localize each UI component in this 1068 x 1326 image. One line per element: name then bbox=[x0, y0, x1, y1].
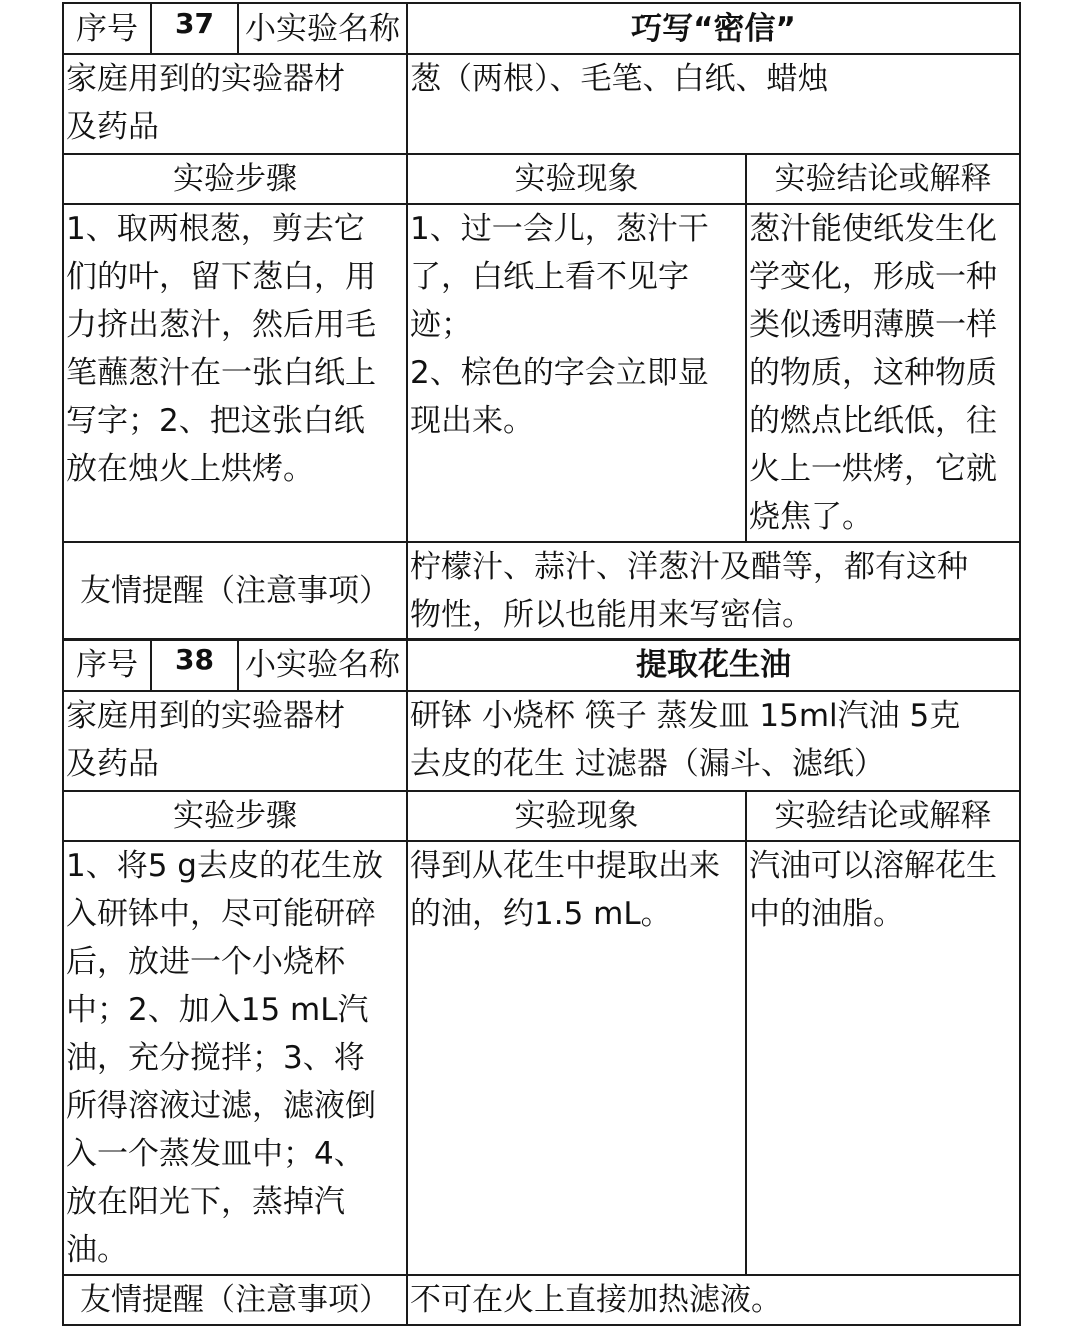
steps-header: 实验步骤 bbox=[63, 154, 407, 204]
steps-header: 实验步骤 bbox=[63, 791, 407, 841]
name-label: 小实验名称 bbox=[238, 639, 407, 691]
reminder-label: 友情提醒（注意事项） bbox=[63, 542, 407, 640]
page-margin bbox=[0, 0, 62, 1325]
phenomena-text: 得到从花生中提取出来 的油，约1.5 mL。 bbox=[407, 841, 746, 1275]
materials-label: 家庭用到的实验器材 及药品 bbox=[63, 691, 407, 791]
phenomena-text: 1、过一会儿，葱汁干 了，白纸上看不见字 迹； 2、棕色的字会立即显 现出来。 bbox=[407, 204, 746, 542]
reminder-text: 不可在火上直接加热滤液。 bbox=[407, 1275, 1020, 1325]
reminder-text: 柠檬汁、蒜汁、洋葱汁及醋等，都有这种 物性，所以也能用来写密信。 bbox=[407, 542, 1020, 640]
conclusion-header: 实验结论或解释 bbox=[746, 791, 1020, 841]
steps-text: 1、将5 g去皮的花生放 入研钵中，尽可能研碎 后，放进一个小烧杯 中；2、加入15 mL汽 油，充分搅拌；3、将 所得溶液过滤，滤液倒 入一个蒸发皿中；4、 放在阳光下，蒸掉汽 油。 bbox=[63, 841, 407, 1275]
experiment-name: 提取花生油 bbox=[407, 639, 1020, 691]
seq-number: 37 bbox=[151, 3, 238, 54]
conclusion-text: 汽油可以溶解花生 中的油脂。 bbox=[746, 841, 1020, 1275]
conclusion-text: 葱汁能使纸发生化 学变化，形成一种 类似透明薄膜一样 的物质，这种物质 的燃点比纸低，往 火上一烘烤，它就 烧焦了。 bbox=[746, 204, 1020, 542]
materials-label: 家庭用到的实验器材 及药品 bbox=[63, 54, 407, 154]
name-label: 小实验名称 bbox=[238, 3, 407, 54]
experiment-table-37 bbox=[62, 2, 1021, 641]
conclusion-header: 实验结论或解释 bbox=[746, 154, 1020, 204]
reminder-label: 友情提醒（注意事项） bbox=[63, 1275, 407, 1325]
steps-text: 1、取两根葱，剪去它 们的叶，留下葱白，用 力挤出葱汁，然后用毛 笔蘸葱汁在一张白纸上 写字；2、把这张白纸 放在烛火上烘烤。 bbox=[63, 204, 407, 542]
materials-value: 葱（两根）、毛笔、白纸、蜡烛 bbox=[407, 54, 1020, 154]
seq-number: 38 bbox=[151, 639, 238, 691]
seq-label: 序号 bbox=[63, 639, 151, 691]
phenomena-header: 实验现象 bbox=[407, 154, 746, 204]
seq-label: 序号 bbox=[63, 3, 151, 54]
materials-value: 研钵 小烧杯 筷子 蒸发皿 15ml汽油 5克 去皮的花生 过滤器（漏斗、滤纸） bbox=[407, 691, 1020, 791]
experiment-name: 巧写“密信” bbox=[407, 3, 1020, 54]
experiment-table-38 bbox=[62, 638, 1021, 1326]
phenomena-header: 实验现象 bbox=[407, 791, 746, 841]
